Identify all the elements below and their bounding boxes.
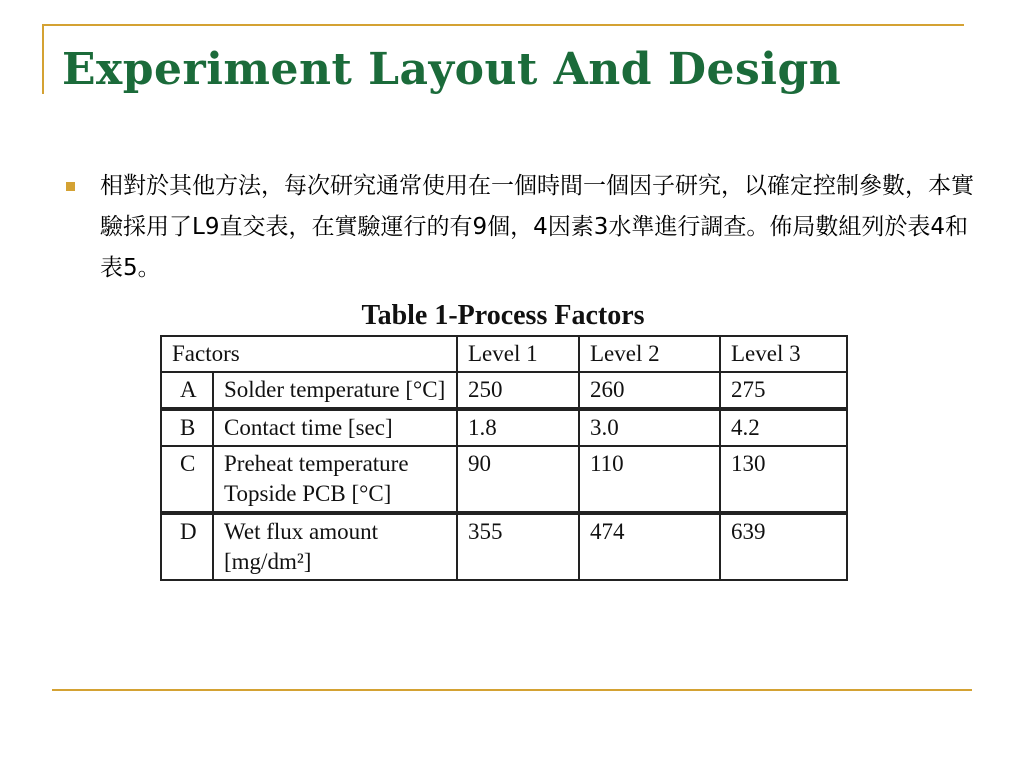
level-3-value: 4.2 <box>720 409 847 446</box>
factor-name: Solder temperature [°C] <box>213 372 457 409</box>
table-row <box>161 513 847 580</box>
level-2-value: 110 <box>579 446 720 513</box>
top-rule <box>44 24 964 26</box>
level-1-value: 250 <box>457 372 579 409</box>
level-1-value: 1.8 <box>457 409 579 446</box>
bullet-text: 相對於其他方法，每次研究通常使用在一個時間一個因子研究，以確定控制參數，本實驗採用了L9直交表，在實驗運行的有9個，4因素3水準進行調查。佈局數組列於表4和表5。 <box>100 173 974 281</box>
header-level-2: Level 2 <box>579 336 720 372</box>
table-caption: Table 1-Process Factors <box>361 300 645 331</box>
table-row <box>161 446 847 513</box>
level-1-value: 90 <box>457 446 579 513</box>
left-rule <box>42 24 44 94</box>
factor-name: Preheat temperature Topside PCB [°C] <box>213 446 457 513</box>
level-2-value: 474 <box>579 513 720 580</box>
level-1-value: 355 <box>457 513 579 580</box>
factor-id: B <box>161 409 213 446</box>
level-3-value: 275 <box>720 372 847 409</box>
slide-title: Experiment Layout And Design <box>62 44 842 95</box>
factor-id: D <box>161 513 213 580</box>
level-3-value: 639 <box>720 513 847 580</box>
table-header-row <box>161 336 847 372</box>
bottom-rule <box>52 689 972 691</box>
level-2-value: 3.0 <box>579 409 720 446</box>
level-2-value: 260 <box>579 372 720 409</box>
process-factors-table <box>160 335 848 581</box>
factor-id: C <box>161 446 213 513</box>
factor-name: Contact time [sec] <box>213 409 457 446</box>
table-row <box>161 372 847 409</box>
header-level-3: Level 3 <box>720 336 847 372</box>
header-factors: Factors <box>161 336 457 372</box>
factor-id: A <box>161 372 213 409</box>
level-3-value: 130 <box>720 446 847 513</box>
factor-name: Wet flux amount [mg/dm²] <box>213 513 457 580</box>
table-row <box>161 409 847 446</box>
bullet-marker <box>66 182 75 191</box>
header-level-1: Level 1 <box>457 336 579 372</box>
